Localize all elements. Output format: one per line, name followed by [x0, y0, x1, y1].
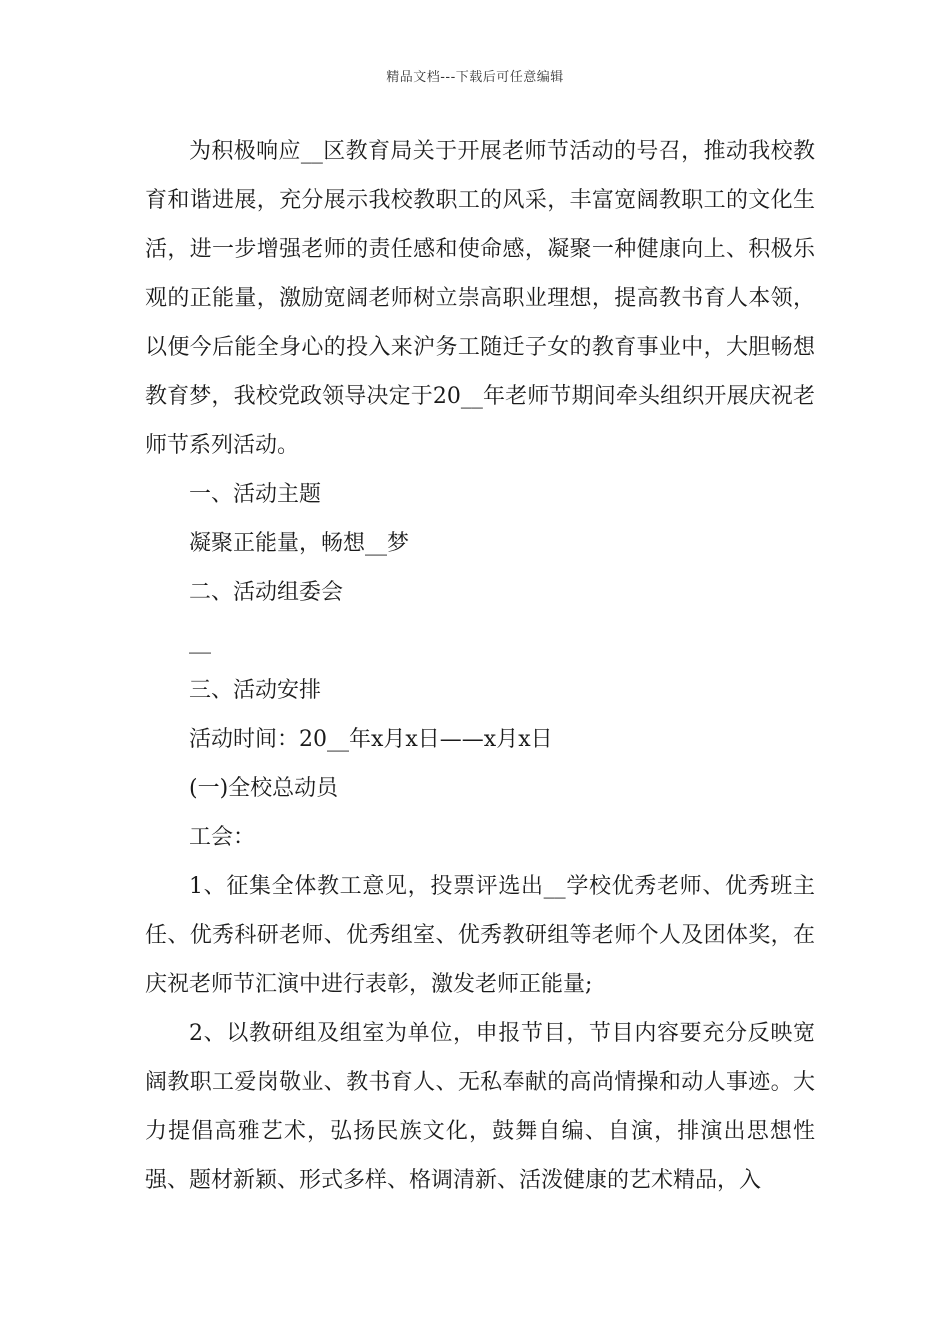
list-item-1: 1、征集全体教工意见，投票评选出__学校优秀老师、优秀班主任、优秀科研老师、优秀组室、优秀教研组等老师个人及团体奖，在庆祝老师节汇演中进行表彰，激发老师正能量; — [145, 874, 815, 997]
section-heading-arrangement: 三、活动安排 — [189, 678, 322, 703]
document-body — [145, 127, 815, 1205]
list-item-2: 2、以教研组及组室为单位，申报节目，节目内容要充分反映宽阔教职工爱岗敬业、教书育人、无私奉献的高尚情操和动人事迹。大力提倡高雅艺术，弘扬民族文化，鼓舞自编、自演，排演出思想性强、题材新颖、形式多样、格调清新、活泼健康的艺术精品，入 — [145, 1021, 815, 1193]
section-heading-committee: 二、活动组委会 — [189, 580, 344, 605]
theme-text: 凝聚正能量，畅想__梦 — [189, 531, 410, 556]
union-label: 工会： — [189, 825, 256, 850]
committee-text: __ — [189, 629, 211, 654]
subsection-heading-mobilization: (一)全校总动员 — [189, 776, 339, 801]
intro-paragraph: 为积极响应__区教育局关于开展老师节活动的号召，推动我校教育和谐进展，充分展示我校教职工的风采，丰富宽阔教职工的文化生活，进一步增强老师的责任感和使命感，凝聚一种健康向上、积极乐观的正能量，激励宽阔老师树立崇高职业理想，提高教书育人本领，以便今后能全身心的投入来沪务工随迁子女的教育事业中，大胆畅想教育梦，我校党政领导决定于20__年老师节期间牵头组织开展庆祝老师节系列活动。 — [145, 139, 815, 458]
activity-time-text: 活动时间：20__年x月x日——x月x日 — [189, 727, 553, 752]
section-heading-theme: 一、活动主题 — [189, 482, 322, 507]
page-header: 精品文档---下载后可任意编辑 — [386, 70, 564, 85]
